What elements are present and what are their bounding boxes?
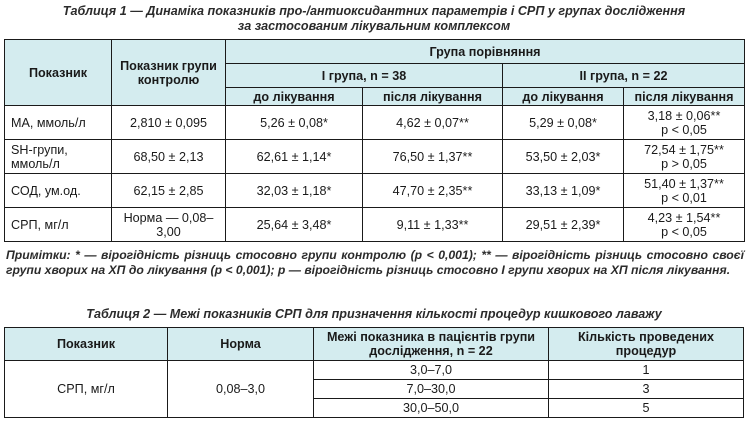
t2-header-count: Кількість проведених процедур bbox=[549, 328, 744, 361]
header-comparison: Група порівняння bbox=[226, 40, 745, 64]
header-g1-after: після лікування bbox=[363, 88, 503, 106]
table2-caption: Таблиця 2 — Межі показників СРП для призначення кількості процедур кишкового лаважу bbox=[86, 307, 662, 321]
row-g1-before: 32,03 ± 1,18* bbox=[226, 174, 363, 208]
row-g2-before: 5,29 ± 0,08* bbox=[503, 106, 624, 140]
row-control: Норма — 0,08–3,00 bbox=[112, 208, 226, 242]
g2-after-p: р > 0,05 bbox=[661, 156, 707, 171]
table1-caption bbox=[0, 4, 748, 34]
table1-caption-line1: Таблиця 1 — Динаміка показників про-/антиоксидантних параметрів і СРП у групах дослідження bbox=[62, 4, 686, 18]
g2-after-p: р < 0,01 bbox=[661, 190, 707, 205]
row-indicator: СРП, мг/л bbox=[5, 208, 112, 242]
header-indicator: Показник bbox=[5, 40, 112, 106]
t2-header-limits: Межі показника в пацієнтів групи дослідження, n = 22 bbox=[314, 328, 549, 361]
header-g2-after: після лікування bbox=[624, 88, 745, 106]
t2-indicator: СРП, мг/л bbox=[5, 361, 168, 418]
row-g1-after: 9,11 ± 1,33** bbox=[363, 208, 503, 242]
row-g1-before: 62,61 ± 1,14* bbox=[226, 140, 363, 174]
t2-range: 7,0–30,0 bbox=[314, 380, 549, 399]
t2-header-norm: Норма bbox=[168, 328, 314, 361]
table-row bbox=[5, 106, 745, 140]
g2-after-value: 4,23 ± 1,54** bbox=[647, 210, 721, 225]
row-g1-before: 5,26 ± 0,08* bbox=[226, 106, 363, 140]
row-indicator: SH-групи, ммоль/л bbox=[5, 140, 112, 174]
g2-after-value: 51,40 ± 1,37** bbox=[644, 176, 724, 191]
header-control: Показник групи контролю bbox=[112, 40, 226, 106]
row-g2-before: 29,51 ± 2,39* bbox=[503, 208, 624, 242]
table-row bbox=[5, 174, 745, 208]
g2-after-p: р < 0,05 bbox=[661, 224, 707, 239]
table1 bbox=[4, 39, 745, 242]
table-row bbox=[5, 208, 745, 242]
g2-after-p: р < 0,05 bbox=[661, 122, 707, 137]
row-g2-after bbox=[624, 140, 745, 174]
table1-notes: Примітки: * — вірогідність різниць стосовно групи контролю (р < 0,001); ** — вірогідність різниць стосовно своєї групи хворих на ХП до лікування (р < 0,001); р — вірогідність різниць стосовно I групи хворих на ХП після лікування. bbox=[6, 248, 744, 277]
header-group1: I група, n = 38 bbox=[226, 64, 503, 88]
t2-range: 3,0–7,0 bbox=[314, 361, 549, 380]
t2-range: 30,0–50,0 bbox=[314, 399, 549, 418]
row-g1-after: 76,50 ± 1,37** bbox=[363, 140, 503, 174]
g2-after-value: 3,18 ± 0,06** bbox=[647, 108, 721, 123]
table2 bbox=[4, 327, 744, 418]
t2-count: 1 bbox=[549, 361, 744, 380]
g2-after-value: 72,54 ± 1,75** bbox=[644, 142, 724, 157]
row-g2-after bbox=[624, 174, 745, 208]
header-g2-before: до лікування bbox=[503, 88, 624, 106]
row-g1-before: 25,64 ± 3,48* bbox=[226, 208, 363, 242]
table1-caption-line2: за застосованим лікувальним комплексом bbox=[237, 19, 511, 33]
t2-norm: 0,08–3,0 bbox=[168, 361, 314, 418]
row-indicator: МА, ммоль/л bbox=[5, 106, 112, 140]
row-control: 62,15 ± 2,85 bbox=[112, 174, 226, 208]
t2-count: 3 bbox=[549, 380, 744, 399]
row-g2-before: 53,50 ± 2,03* bbox=[503, 140, 624, 174]
row-control: 68,50 ± 2,13 bbox=[112, 140, 226, 174]
table-row bbox=[5, 361, 744, 380]
row-g2-after bbox=[624, 208, 745, 242]
row-indicator: СОД, ум.од. bbox=[5, 174, 112, 208]
row-g2-after bbox=[624, 106, 745, 140]
header-g1-before: до лікування bbox=[226, 88, 363, 106]
t2-count: 5 bbox=[549, 399, 744, 418]
header-group2: II група, n = 22 bbox=[503, 64, 745, 88]
t2-header-indicator: Показник bbox=[5, 328, 168, 361]
row-g1-after: 4,62 ± 0,07** bbox=[363, 106, 503, 140]
row-control: 2,810 ± 0,095 bbox=[112, 106, 226, 140]
table-row bbox=[5, 140, 745, 174]
row-g1-after: 47,70 ± 2,35** bbox=[363, 174, 503, 208]
row-g2-before: 33,13 ± 1,09* bbox=[503, 174, 624, 208]
